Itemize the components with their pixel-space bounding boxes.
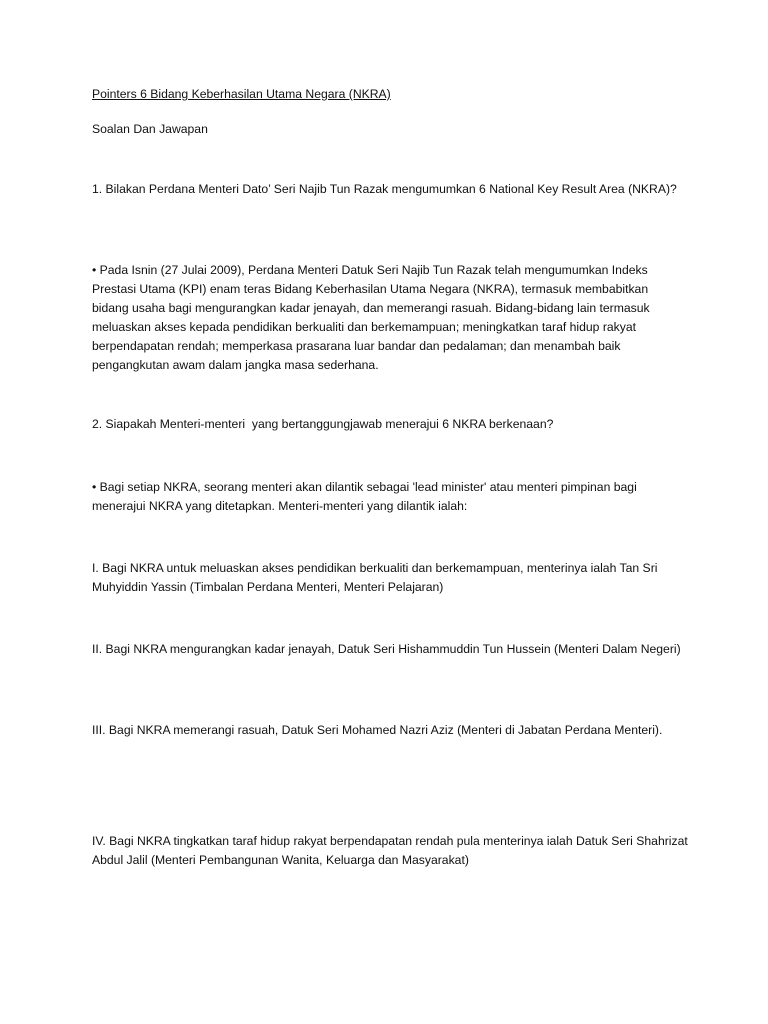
question-2: 2. Siapakah Menteri-menteri yang bertanggungjawab menerajui 6 NKRA berkenaan?	[92, 417, 554, 431]
minister-item-1: I. Bagi NKRA untuk meluaskan akses pendidikan berkualiti dan berkemampuan, menterinya ialah Tan Sri Muhyiddin Yassin (Timbalan Perdana Menteri, Menteri Pelajaran)	[92, 561, 661, 594]
document-subtitle: Soalan Dan Jawapan	[92, 122, 208, 136]
document-title: Pointers 6 Bidang Keberhasilan Utama Negara (NKRA)	[92, 87, 391, 101]
question-1: 1. Bilakan Perdana Menteri Dato’ Seri Najib Tun Razak mengumumkan 6 National Key Result Area (NKRA)?	[92, 182, 677, 196]
minister-item-3: III. Bagi NKRA memerangi rasuah, Datuk Seri Mohamed Nazri Aziz (Menteri di Jabatan Perdana Menteri).	[92, 723, 663, 737]
answer-2: • Bagi setiap NKRA, seorang menteri akan dilantik sebagai 'lead minister' atau menteri pimpinan bagi menerajui NKRA yang ditetapkan. Menteri-menteri yang dilantik ialah:	[92, 480, 641, 513]
minister-item-4: IV. Bagi NKRA tingkatkan taraf hidup rakyat berpendapatan rendah pula menterinya ialah Datuk Seri Shahrizat Abdul Jalil (Menteri Pembangunan Wanita, Keluarga dan Masyarakat)	[92, 834, 691, 867]
answer-1: • Pada Isnin (27 Julai 2009), Perdana Menteri Datuk Seri Najib Tun Razak telah mengumumkan Indeks Prestasi Utama (KPI) enam teras Bidang Keberhasilan Utama Negara (NKRA), termasuk membabitkan bidang usaha bagi mengurangkan kadar jenayah, dan memerangi rasuah. Bidang-bidang lain termasuk meluaskan akses kepada pendidikan berkualiti dan berkemampuan; meningkatkan taraf hidup rakyat berpendapatan rendah; memperkasa prasarana luar bandar dan pedalaman; dan menambah baik pengangkutan awam dalam jangka masa sederhana.	[92, 263, 653, 372]
minister-item-2: II. Bagi NKRA mengurangkan kadar jenayah, Datuk Seri Hishammuddin Tun Hussein (Menteri Dalam Negeri)	[92, 642, 681, 656]
